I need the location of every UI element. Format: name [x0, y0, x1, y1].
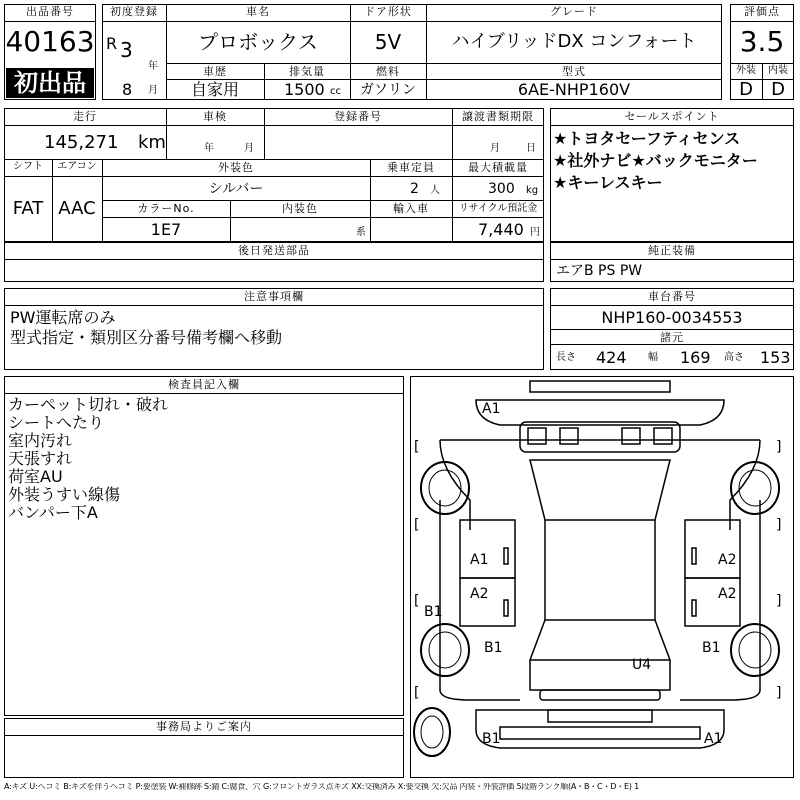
bracket-right: ]: [776, 439, 782, 455]
height-label: 高さ: [724, 352, 744, 363]
inspection-month-unit: 月: [244, 143, 254, 154]
first-reg-month-unit: 月: [148, 85, 158, 96]
bracket-right: ]: [776, 593, 782, 609]
inspector-label: 検査員記入欄: [168, 378, 240, 391]
later-parts-label: 後日発送部品: [238, 244, 310, 257]
score-label: 評価点: [744, 5, 780, 18]
grade-label: グレード: [550, 5, 598, 18]
mark-right-rear-quarter: B1: [702, 640, 721, 656]
registration-label: 登録番号: [334, 110, 382, 123]
mileage-label: 走行: [73, 110, 97, 123]
caution-label: 注意事項欄: [244, 290, 304, 303]
exterior-label: 外装: [736, 65, 756, 76]
color-no-value: 1E7: [150, 220, 182, 239]
bracket-left: [: [414, 517, 420, 533]
displacement-unit: cc: [330, 86, 341, 97]
length-value: 424: [596, 348, 627, 367]
mark-right-rear-door: A2: [718, 586, 737, 602]
mark-left-front-door: A1: [470, 552, 489, 568]
chassis-value: NHP160-0034553: [601, 308, 743, 327]
transfer-month-unit: 月: [490, 143, 500, 154]
bracket-right: ]: [776, 517, 782, 533]
seats-value: 2: [410, 181, 419, 197]
door-value: 5V: [374, 30, 402, 54]
displacement-value: 1500: [284, 80, 325, 99]
first-listing-badge: 初出品: [6, 68, 94, 98]
ext-color-value: シルバー: [208, 181, 264, 197]
grade-value: ハイブリッドDX コンフォート: [451, 31, 697, 52]
genuine-value: エアB PS PW: [556, 263, 643, 279]
load-value: 300: [488, 181, 515, 197]
interior-label: 内装: [768, 65, 788, 76]
bracket-left: [: [414, 685, 420, 701]
mark-left-rear-door: A2: [470, 586, 489, 602]
mark-right-front-door: A2: [718, 552, 737, 568]
ac-value: AAC: [58, 198, 96, 219]
mark-rear-bumper-right: A1: [704, 731, 723, 747]
model-label: 型式: [562, 65, 586, 78]
lot-number: 40163: [5, 25, 95, 58]
inspector-line: カーペット切れ・破れ: [8, 395, 169, 414]
int-color-label: 内装色: [282, 202, 318, 215]
width-value: 169: [680, 348, 711, 367]
seats-unit: 人: [430, 185, 440, 196]
exterior-value: D: [739, 79, 753, 100]
first-reg-year: 3: [120, 38, 133, 62]
genuine-label: 純正装備: [648, 244, 696, 257]
dims-label: 諸元: [660, 331, 684, 344]
first-reg-month: 8: [122, 80, 133, 99]
fuel-value: ガソリン: [360, 82, 416, 98]
interior-value: D: [771, 79, 785, 100]
sales-point-item: ★キーレスキー: [553, 173, 663, 192]
first-reg-era: R: [106, 34, 118, 53]
history-value: 自家用: [190, 80, 239, 99]
office-label: 事務局よりご案内: [156, 720, 252, 733]
door-label: ドア形状: [364, 5, 412, 18]
shift-label: シフト: [13, 161, 43, 172]
inspector-line: 天張すれ: [8, 449, 73, 468]
shift-value: FAT: [12, 198, 44, 219]
length-label: 長さ: [556, 352, 576, 363]
sales-point-item: ★社外ナビ★バックモニター: [553, 151, 758, 170]
fuel-label: 燃料: [376, 65, 400, 78]
import-label: 輸入車: [393, 202, 429, 215]
int-color-unit: 系: [356, 227, 366, 238]
inspector-line: バンパー下A: [8, 503, 98, 522]
bracket-left: [: [414, 439, 420, 455]
model-value: 6AE-NHP160V: [517, 80, 631, 99]
mileage-unit: km: [138, 132, 166, 153]
seats-label: 乗車定員: [387, 161, 435, 174]
car-name-label: 車名: [246, 5, 270, 18]
mark-left-front-fender: B1: [424, 604, 443, 620]
load-label: 最大積載量: [468, 161, 528, 174]
inspector-line: 荷室AU: [8, 467, 63, 486]
inspector-line: シートへたり: [8, 413, 105, 432]
load-unit: kg: [526, 185, 539, 196]
recycle-value: 7,440: [478, 220, 524, 239]
ext-color-label: 外装色: [218, 161, 254, 174]
score-value: 3.5: [739, 25, 785, 58]
caution-line: 型式指定・類別区分番号備考欄へ移動: [10, 328, 283, 347]
inspection-label: 車検: [203, 110, 227, 123]
displacement-label: 排気量: [289, 65, 325, 78]
inspector-line: 室内汚れ: [8, 431, 73, 450]
mark-left-rear-quarter: B1: [484, 640, 503, 656]
width-label: 幅: [648, 352, 658, 363]
caution-line: PW運転席のみ: [10, 308, 116, 327]
recycle-unit: 円: [530, 227, 540, 238]
legend-text: A:キズ U:ヘコミ B:キズを伴うヘコミ P:要塗装 W:補修跡 S:錆 C:腐食、穴 G:フロントガラス点キズ XX:交換済み X:要交換 欠:欠品 内装・外装評価 5段階ランク順(A・B・C・D・E) 1: [4, 783, 640, 791]
mark-rear-floor: U4: [632, 657, 652, 673]
bracket-left: [: [414, 593, 420, 609]
sales-point-item: ★トヨタセーフティセンス: [553, 129, 741, 148]
car-name: プロボックス: [198, 30, 318, 54]
transfer-day-unit: 日: [526, 143, 536, 154]
height-value: 153: [760, 348, 791, 367]
mileage-value: 145,271: [44, 132, 119, 153]
bracket-right: ]: [776, 685, 782, 701]
lot-label: 出品番号: [26, 5, 74, 18]
sales-points-label: セールスポイント: [624, 110, 720, 123]
color-no-label: カラーNo.: [137, 202, 195, 215]
chassis-label: 車台番号: [648, 290, 696, 303]
recycle-label: リサイクル預託金: [458, 203, 538, 214]
ac-label: エアコン: [57, 161, 97, 172]
first-reg-year-unit: 年: [148, 61, 158, 72]
mark-rear-bumper-left: B1: [482, 731, 501, 747]
inspector-line: 外装うすい線傷: [8, 485, 121, 504]
mark-front-top: A1: [482, 401, 501, 417]
first-reg-label: 初度登録: [110, 5, 158, 18]
history-label: 車歴: [203, 65, 227, 78]
transfer-label: 譲渡書類期限: [462, 110, 534, 123]
inspection-year-unit: 年: [204, 143, 214, 154]
